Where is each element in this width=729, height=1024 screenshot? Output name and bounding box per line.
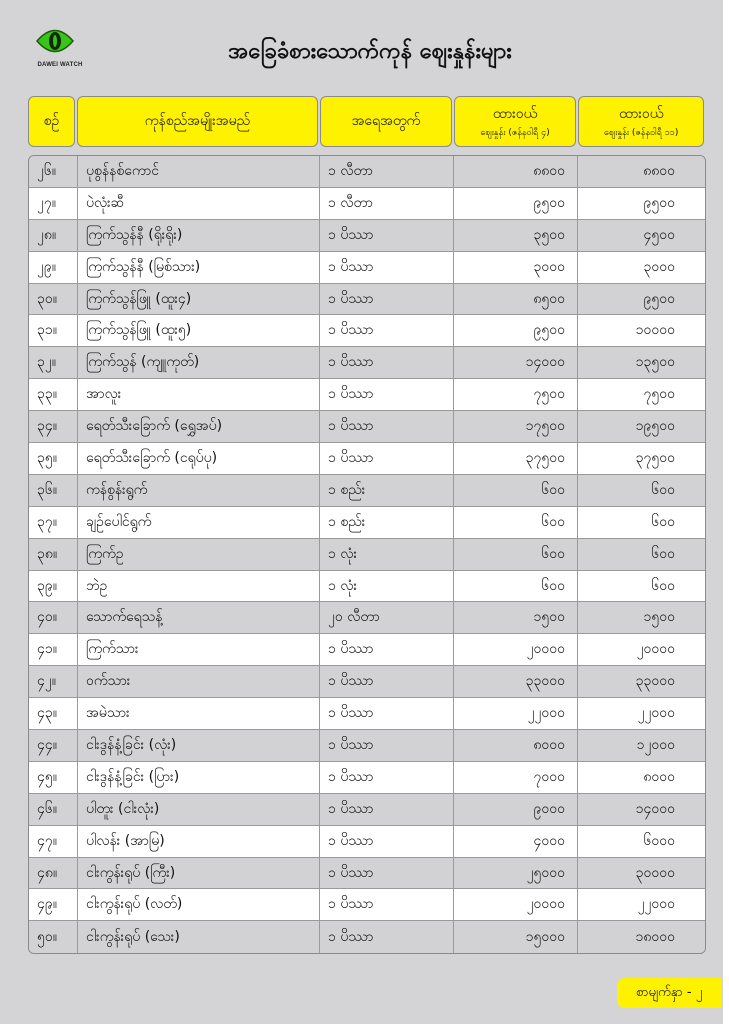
table-row [29,475,705,507]
item-name: အာလူး [78,379,320,410]
table-row [29,156,705,188]
logo [30,26,90,76]
page-number-label: စာမျက်နှာ - ၂ [635,984,703,1000]
price-jan4: ၃၅၀၀ [454,220,578,251]
price-jan11: ၁၀၀၀၀ [635,322,675,339]
header-price-jan11-main: ထားဝယ် [619,105,664,122]
table-row [29,379,705,411]
row-number: ၅၀။ [29,921,78,953]
price-jan4: ၉၀၀၀ [454,794,578,825]
table-row [29,220,705,252]
price-jan4: ၂၅၀၀၀ [454,858,578,889]
table-row [29,762,705,794]
price-jan4: ၁၇၅၀၀ [454,411,578,442]
price-jan4: ၉၅၀၀ [454,315,578,346]
item-name: ကြက်သွန် (ကျူကုတ်) [78,347,320,378]
item-name: ငါးကွန်းရုပ် (သေး) [78,921,320,953]
row-number: ၃၄။ [29,411,78,442]
row-number: ၃၅။ [29,443,78,474]
quantity: ၁ လုံး [320,539,454,570]
row-number: ၄၀။ [29,602,78,633]
table-row [29,889,705,921]
item-name: ပုစွန်နစ်ကောင် [78,156,320,187]
item-name: ချဉ်ပေါင်ရွက် [78,507,320,538]
quantity: ၂၀ လီတာ [320,602,454,633]
quantity: ၁ ပိဿာ [320,347,454,378]
quantity: ၁ ပိဿာ [320,315,454,346]
price-jan11: ၉၅၀၀ [643,290,675,307]
price-jan11: ၁၃၅၀၀ [635,354,675,371]
quantity: ၁ လုံး [320,571,454,602]
table-row [29,188,705,220]
table-row [29,315,705,347]
table-row [29,602,705,634]
item-name: ရေတ်သီးခြောက် (ငရုပ်ပု) [78,443,320,474]
price-jan4: ၁၄၀၀၀ [454,347,578,378]
header-no-label: စဉ် [43,113,60,129]
page-number-tag [617,978,721,1008]
table-row [29,443,705,475]
header-item [77,96,318,147]
table-row [29,826,705,858]
table-row [29,252,705,284]
price-jan4: ၉၅၀၀ [454,188,578,219]
price-jan11: ၃၃၀၀၀ [635,673,675,690]
price-jan4: ၄၀၀၀ [454,826,578,857]
quantity: ၁ ပိဿာ [320,826,454,857]
item-name: ကြက်သွန်ဖြူ (ထူး၄) [78,284,320,315]
quantity: ၁ စည်း [320,507,454,538]
price-jan4: ၂၀၀၀၀ [454,634,578,665]
quantity: ၁ ပိဿာ [320,666,454,697]
price-jan11: ၂၂၀၀၀ [637,896,675,913]
quantity: ၁ ပိဿာ [320,252,454,283]
row-number: ၃၉။ [29,571,78,602]
quantity: ၁ ပိဿာ [320,634,454,665]
item-name: ကြက်သွန်ဖြူ (ထူး၅) [78,315,320,346]
row-number: ၃၃။ [29,379,78,410]
item-name: ပဲလုံးဆီ [78,188,320,219]
quantity: ၁ ပိဿာ [320,284,454,315]
price-jan11: ၈၀၀၀ [643,768,675,785]
row-number: ၃၇။ [29,507,78,538]
right-edge-strip [723,0,729,1024]
row-number: ၄၆။ [29,794,78,825]
row-number: ၄၄။ [29,730,78,761]
table-row [29,571,705,603]
row-number: ၃၈။ [29,539,78,570]
header-price-jan11-sub: ဈေးနှုန်း (ဇန်နဝါရီ ၁၁) [603,127,679,138]
quantity: ၁ ပိဿာ [320,730,454,761]
quantity: ၁ ပိဿာ [320,858,454,889]
quantity: ၁ စည်း [320,475,454,506]
price-jan11: ၆၀၀ [651,513,675,530]
price-jan11: ၄၅၀၀ [643,226,675,243]
price-jan11: ၁၅၀၀ [643,609,675,626]
price-jan11: ၃၀၀၀၀ [635,864,675,881]
table-row [29,794,705,826]
quantity: ၁ ပိဿာ [320,889,454,920]
price-jan11: ၁၄၀၀၀ [635,800,675,817]
item-name: ကြက်သွန်နီ (မြစ်သား) [78,252,320,283]
price-jan11: ၆၀၀ [651,577,675,594]
table-row [29,411,705,443]
price-jan4: ၆၀၀ [454,571,578,602]
header-price-jan4-main: ထားဝယ် [492,105,538,122]
price-jan11: ၉၅၀၀ [643,194,675,211]
item-name: သောက်ရေသန့် [78,602,320,633]
quantity: ၁ ပိဿာ [320,698,454,729]
eye-icon [35,26,75,56]
item-name: ကြက်သွန်နီ (ရိုးရိုး) [78,220,320,251]
price-jan11: ၁၉၅၀၀ [635,418,675,435]
table-row [29,858,705,890]
row-number: ၂၉။ [29,252,78,283]
quantity: ၁ လီတာ [320,188,454,219]
price-jan11: ၆၀၀ [651,545,675,562]
row-number: ၂၈။ [29,220,78,251]
header-no [28,96,75,147]
price-jan4: ၃၇၅၀၀ [454,443,578,474]
quantity: ၁ ပိဿာ [320,443,454,474]
table-row [29,347,705,379]
item-name: ဝက်သား [78,666,320,697]
price-jan11: ၆၀၀ [651,481,675,498]
price-jan4: ၇၀၀၀ [454,762,578,793]
price-jan11: ၂၀၀၀၀ [636,641,675,658]
row-number: ၄၂။ [29,666,78,697]
logo-text: DAWEI WATCH [37,62,83,68]
price-jan11: ၁၂၀၀၀ [636,736,675,753]
item-name: ရေတ်သီးခြောက် (ရွှေအပ်) [78,411,320,442]
price-jan11: ၇၅၀၀ [643,386,675,403]
row-number: ၂၇။ [29,188,78,219]
price-jan4: ၂၂၀၀၀ [454,698,578,729]
header-qty-label: အရေအတွက် [351,113,421,129]
header-price-jan11 [578,96,704,147]
table-row [29,634,705,666]
row-number: ၄၁။ [29,634,78,665]
item-name: ငါးကွန်းရုပ် (ကြီး) [78,858,320,889]
header-qty [320,96,452,147]
item-name: ပါလန်း (အာမြ) [78,826,320,857]
table-row [29,666,705,698]
price-jan11: ၃၇၅၀၀ [635,449,675,466]
table-header [28,96,704,147]
price-jan4: ၃၃၀၀၀ [454,666,578,697]
price-jan4: ၂၀၀၀၀ [454,889,578,920]
item-name: ငါးဒွန်နံ့ခြင်း (ပြား) [78,762,320,793]
quantity: ၁ ပိဿာ [320,794,454,825]
row-number: ၃၂။ [29,347,78,378]
row-number: ၄၅။ [29,762,78,793]
price-jan4: ၃၀၀၀ [454,252,578,283]
price-jan11: ၁၈၀၀၀ [635,928,675,945]
item-name: ကြက်သား [78,634,320,665]
table-row [29,730,705,762]
item-name: ငါးကွန်းရုပ် (လတ်) [78,889,320,920]
row-number: ၃၁။ [29,315,78,346]
row-number: ၄၇။ [29,826,78,857]
item-name: ပါတူး (ငါးလုံး) [78,794,320,825]
price-jan4: ၈၈၀၀ [454,156,578,187]
price-jan11: ၈၈၀၀ [643,162,675,179]
item-name: အမဲသား [78,698,320,729]
price-jan4: ၁၅၀၀ [454,602,578,633]
price-jan4: ၆၀၀ [454,475,578,506]
price-jan4: ၈၀၀၀ [454,730,578,761]
table-row [29,539,705,571]
item-name: ဘဲဥ [78,571,320,602]
table-row [29,284,705,316]
price-jan11: ၃၀၀၀ [643,258,675,275]
quantity: ၁ ပိဿာ [320,921,454,953]
row-number: ၂၆။ [29,156,78,187]
quantity: ၁ ပိဿာ [320,762,454,793]
table-row [29,698,705,730]
price-jan4: ၁၅၀၀၀ [454,921,578,953]
row-number: ၃၀။ [29,284,78,315]
quantity: ၁ ပိဿာ [320,379,454,410]
item-name: ငါးဒွန်နံ့ခြင်း (လုံး) [78,730,320,761]
price-jan4: ၆၀၀ [454,507,578,538]
quantity: ၁ ပိဿာ [320,411,454,442]
table-row [29,507,705,539]
price-jan11: ၆၀၀၀ [643,832,675,849]
page-title: အခြေခံစားသောက်ကုန် ဈေးနှုန်းများ [228,39,512,64]
item-name: ကြက်ဥ [78,539,320,570]
header-price-jan4 [454,96,577,147]
row-number: ၄၃။ [29,698,78,729]
price-jan4: ၇၅၀၀ [454,379,578,410]
price-jan4: ၈၅၀၀ [454,284,578,315]
row-number: ၄၈။ [29,858,78,889]
header-item-label: ကုန်စည်အမျိုးအမည် [144,113,251,129]
table-row [29,921,705,953]
header-price-jan4-sub: ဈေးနှုန်း (ဇန်နဝါရီ ၄) [480,127,550,138]
price-jan4: ၆၀၀ [454,539,578,570]
price-jan11: ၂၂၀၀၀ [637,705,675,722]
price-table-body [28,155,706,954]
row-number: ၄၉။ [29,889,78,920]
quantity: ၁ လီတာ [320,156,454,187]
item-name: ကန်စွန်းရွက် [78,475,320,506]
row-number: ၃၆။ [29,475,78,506]
quantity: ၁ ပိဿာ [320,220,454,251]
